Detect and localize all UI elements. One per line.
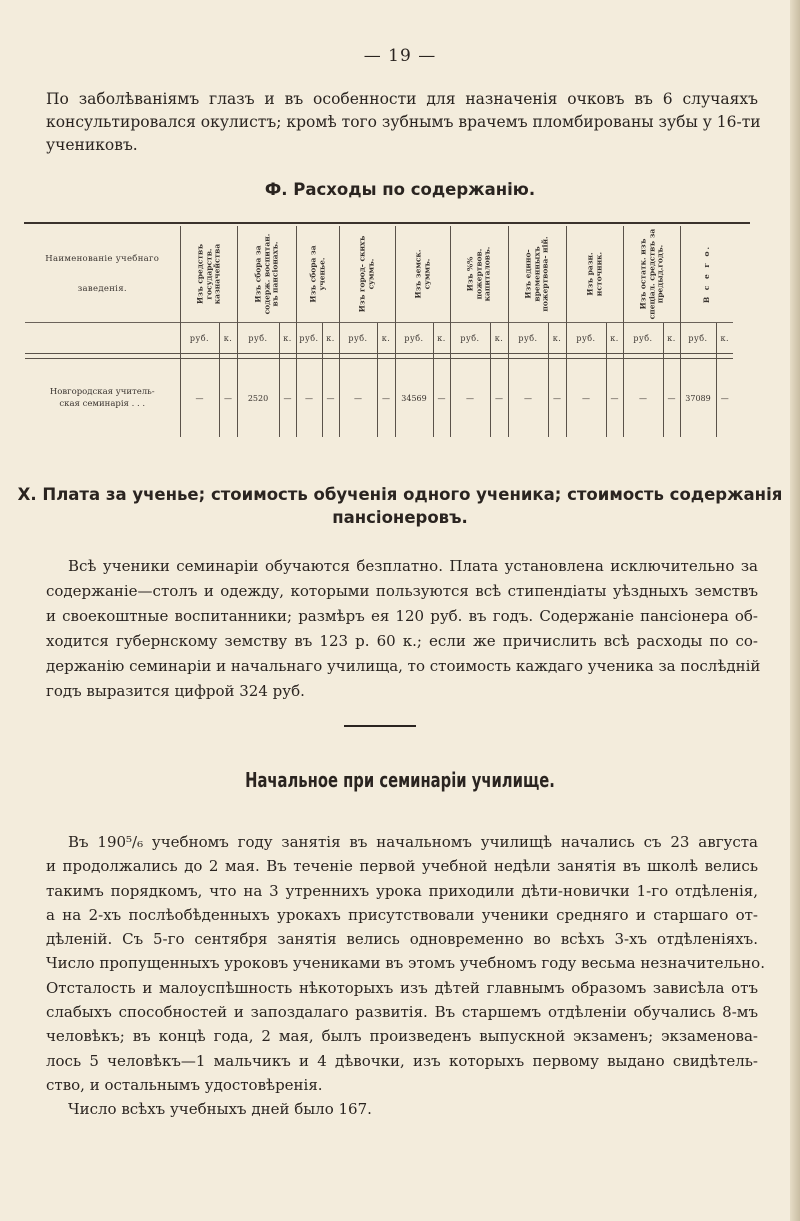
text-line: учениковъ. — [46, 136, 138, 154]
unit-kop: к. — [433, 323, 450, 354]
table-row — [25, 359, 733, 438]
text-line: консультировался окулистъ; кромѣ того зубнымъ врачемъ пломбированы зубы у 16-ти — [46, 113, 761, 131]
text-line: и своекоштные воспитанники; размѣръ ея 120 руб. въ годъ. Содержаніе пансіонера об- — [46, 607, 758, 625]
name-header-line: Наименованіе учебнаго — [45, 254, 160, 264]
unit-rub: руб. — [508, 323, 548, 354]
cell-rub: — — [508, 359, 548, 438]
section-divider — [344, 725, 416, 727]
text-line: годъ выразится цифрой 324 руб. — [46, 682, 305, 700]
text-line: слабыхъ способностей и запоздалаго развитія. Въ старшемъ отдѣленіи обучались 8-мъ — [46, 1003, 758, 1022]
school-title: Начальное при семинаріи училище. — [245, 768, 555, 792]
text-line: Число всѣхъ учебныхъ дней было 167. — [68, 1100, 372, 1119]
section-x-title-line2: пансіонеровъ. — [332, 508, 468, 527]
unit-kop: к. — [716, 323, 733, 354]
text-line: содержаніе—столъ и одежду, которыми пользуются всѣ стипендіаты уѣздныхъ земствъ — [46, 582, 758, 600]
unit-kop: к. — [663, 323, 680, 354]
text-line: Всѣ ученики семинаріи обучаются безплатно. Плата установлена исключительно за — [68, 557, 758, 575]
cell-kop: — — [716, 359, 733, 438]
unit-kop: к. — [377, 323, 395, 354]
text-line: Въ 190⁵/₆ учебномъ году занятія въ начальномъ училищѣ начались съ 23 августа — [68, 833, 758, 851]
cell-rub: — — [339, 359, 377, 438]
text-line: ходится губернскому земству въ 123 р. 60 к.; если же причислить всѣ расходы по со- — [46, 632, 758, 650]
text-line: и продолжались до 2 мая. Въ теченіе первой учебной недѣли занятія въ школѣ велись — [46, 857, 758, 876]
units-empty — [25, 323, 180, 354]
text-line: Число пропущенныхъ уроковъ учениками въ этомъ учебномъ году весьма незначительно. — [46, 954, 765, 973]
text-line: лось 5 человѣкъ—1 мальчикъ и 4 дѣвочки, изъ которыхъ первому выдано свидѣтель- — [46, 1051, 758, 1070]
cell-kop: — — [606, 359, 623, 438]
cell-rub: 34569 — [395, 359, 433, 438]
institution-name: Новгородская учитель- ская семинарія . . . — [49, 387, 155, 409]
unit-kop: к. — [548, 323, 566, 354]
unit-rub: руб. — [339, 323, 377, 354]
page-number: — 19 — — [363, 46, 437, 66]
text-line: ство, и остальнымъ удостовѣренія. — [46, 1075, 323, 1094]
section-x-paragraph — [46, 554, 761, 704]
intro-paragraph — [46, 88, 761, 157]
text-line: По заболѣваніямъ глазъ и въ особенности для назначенія очковъ въ 6 случаяхъ — [46, 90, 758, 108]
cell-kop: — — [219, 359, 237, 438]
cell-rub: — — [296, 359, 322, 438]
column-header: Изъ сбора за содерж. воспитан. въ пансіонахъ. — [237, 226, 296, 323]
cell-rub: 37089 — [680, 359, 716, 438]
cell-kop: — — [322, 359, 339, 438]
text-line: а на 2-хъ послѣобѣденныхъ урокахъ присутствовали ученики средняго и старшаго от- — [46, 905, 758, 924]
text-line: человѣкъ; въ концѣ года, 2 мая, былъ произведенъ выпускной экзаменъ; экзаменова- — [46, 1027, 758, 1046]
cell-rub: — — [623, 359, 663, 438]
cell-kop: — — [548, 359, 566, 438]
unit-rub: руб. — [237, 323, 279, 354]
column-header: Изъ %% пожертвов. капиталовъ. — [450, 226, 508, 323]
cell-kop: — — [377, 359, 395, 438]
cell-kop: — — [433, 359, 450, 438]
column-header: Изъ город- скихъ суммъ. — [339, 226, 395, 323]
text-line: держанію семинаріи и начальнаго училища, то стоимость каждаго ученика за послѣдній — [46, 657, 761, 675]
unit-rub: руб. — [395, 323, 433, 354]
cell-rub: 2520 — [237, 359, 279, 438]
column-header: Изъ сбора за ученье. — [296, 226, 339, 323]
column-header: Изъ разн. источник. — [566, 226, 623, 323]
unit-kop: к. — [322, 323, 339, 354]
cell-rub: — — [566, 359, 606, 438]
unit-kop: к. — [606, 323, 623, 354]
cell-rub: — — [180, 359, 219, 438]
unit-kop: к. — [219, 323, 237, 354]
unit-rub: руб. — [180, 323, 219, 354]
unit-rub: руб. — [296, 323, 322, 354]
school-paragraph — [46, 830, 765, 1122]
column-header: Изъ земск. суммъ. — [395, 226, 450, 323]
cell-rub: — — [450, 359, 490, 438]
units-row — [25, 323, 733, 354]
section-x-title-line1: Х. Плата за ученье; стоимость обученія одного ученика; стоимость содержанія — [17, 485, 783, 504]
unit-rub: руб. — [680, 323, 716, 354]
text-line: такимъ порядкомъ, что на 3 утреннихъ урока приходили дѣти-новички 1-го отдѣленія, — [46, 881, 758, 900]
name-header — [25, 226, 180, 323]
section-f-title: Ф. Расходы по содержанію. — [264, 180, 536, 199]
table-header-row — [25, 226, 733, 323]
text-line: дѣленій. Съ 5-го сентября занятія велись одновременно во всѣхъ 3-хъ отдѣленіяхъ. — [46, 930, 758, 949]
cell-kop: — — [663, 359, 680, 438]
section-x-title — [0, 485, 800, 527]
unit-rub: руб. — [566, 323, 606, 354]
unit-kop: к. — [490, 323, 508, 354]
column-header: Изъ едино- временныхъ пожертвова- ній. — [508, 226, 566, 323]
table-top-rule — [24, 222, 750, 224]
name-header-line: заведенія. — [77, 284, 127, 294]
column-header: Изъ остатк. изъ спеціал. средствъ за предыд.годъ. — [623, 226, 680, 323]
cell-kop: — — [279, 359, 296, 438]
unit-rub: руб. — [623, 323, 663, 354]
unit-kop: к. — [279, 323, 296, 354]
cell-kop: — — [490, 359, 508, 438]
expenses-table — [25, 226, 733, 437]
unit-rub: руб. — [450, 323, 490, 354]
text-line: Отсталость и малоуспѣшность нѣкоторыхъ изъ дѣтей главнымъ образомъ зависѣла отъ — [46, 978, 758, 997]
column-header: В с е г о. — [680, 226, 733, 323]
column-header: Изъ средствъ государств. казначейства — [180, 226, 237, 323]
